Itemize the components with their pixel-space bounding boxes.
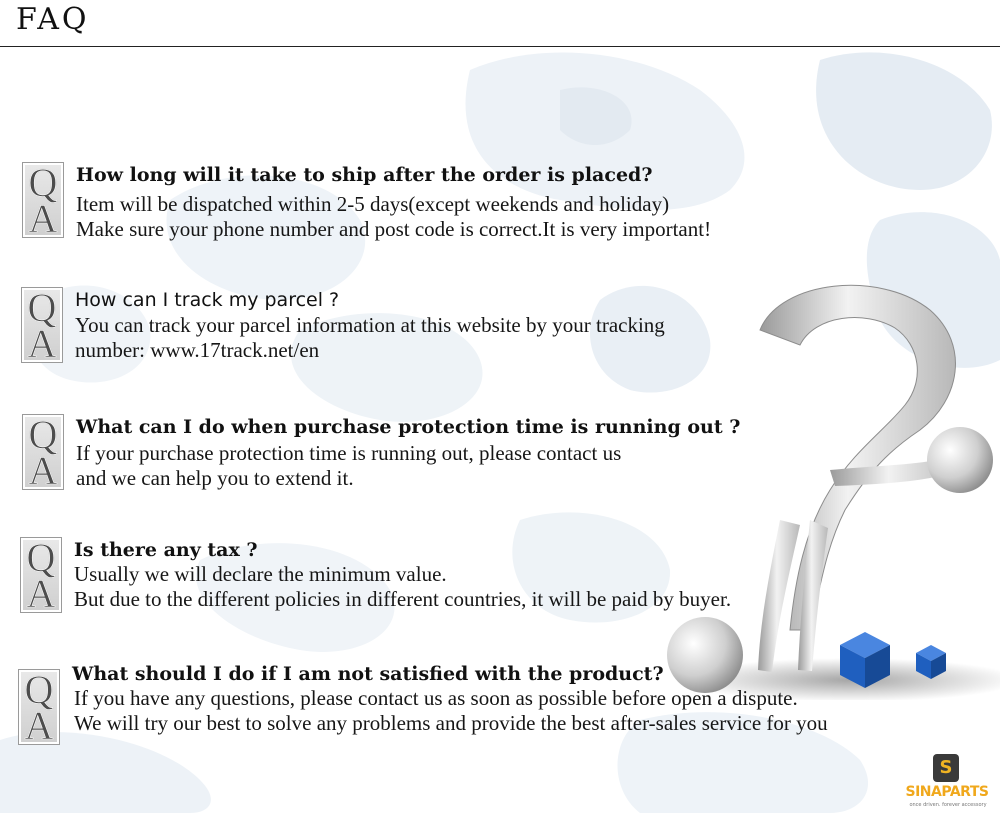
faq-question: What can I do when purchase protection time is running out ? bbox=[76, 416, 741, 438]
qa-badge-q: Q bbox=[28, 160, 58, 205]
faq-answer-line: You can track your parcel information at this website by your tracking bbox=[75, 313, 665, 337]
faq-answer-line: Make sure your phone number and post code is correct.It is very important! bbox=[76, 217, 712, 241]
qa-badge bbox=[22, 412, 64, 493]
qa-badge bbox=[21, 285, 63, 366]
qa-badge bbox=[18, 667, 60, 748]
faq-item-not-satisfied bbox=[18, 661, 968, 747]
qa-badge bbox=[22, 160, 64, 241]
page-title: FAQ bbox=[16, 2, 90, 37]
faq-question: How long will it take to ship after the order is placed? bbox=[76, 164, 653, 186]
faq-answer-line: and we can help you to extend it. bbox=[76, 466, 354, 490]
qa-badge-q: Q bbox=[26, 535, 56, 580]
faq-item-shipping-time bbox=[22, 162, 882, 242]
qa-badge bbox=[20, 535, 62, 616]
qa-badge-q: Q bbox=[27, 285, 57, 330]
faq-answer-line: Item will be dispatched within 2-5 days(except weekends and holiday) bbox=[76, 192, 670, 216]
brand-logo bbox=[900, 754, 992, 810]
faq-answer-line: We will try our best to solve any problems and provide the best after-sales service for you bbox=[74, 711, 828, 735]
page-header bbox=[0, 0, 1000, 47]
qa-badge-a: A bbox=[28, 448, 58, 493]
faq-answer-line: number: www.17track.net/en bbox=[75, 338, 320, 362]
qa-badge-a: A bbox=[26, 571, 56, 616]
faq-item-purchase-protection bbox=[22, 414, 782, 494]
brand-logo-name: SINAPARTS bbox=[905, 784, 989, 800]
qa-badge-a: A bbox=[28, 196, 58, 241]
qa-badge-q: Q bbox=[28, 412, 58, 457]
qa-badge-a: A bbox=[24, 703, 54, 748]
faq-answer-line: If your purchase protection time is running out, please contact us bbox=[76, 441, 622, 465]
faq-item-track-parcel bbox=[21, 287, 801, 367]
faq-question: What should I do if I am not satisfied with the product? bbox=[72, 663, 664, 685]
faq-question: How can I track my parcel ? bbox=[75, 289, 340, 311]
faq-item-tax bbox=[20, 537, 880, 617]
qa-badge-q: Q bbox=[24, 667, 54, 712]
qa-badge-a: A bbox=[27, 321, 57, 366]
faq-answer-line: If you have any questions, please contact us as soon as possible before open a dispute. bbox=[74, 686, 798, 710]
brand-logo-mark: S bbox=[933, 754, 959, 782]
faq-answer-line: Usually we will declare the minimum value. bbox=[74, 562, 447, 586]
faq-question: Is there any tax ? bbox=[74, 539, 258, 561]
brand-logo-tagline: once driven. forever accessory bbox=[909, 802, 987, 808]
faq-answer-line: But due to the different policies in different countries, it will be paid by buyer. bbox=[74, 587, 732, 611]
